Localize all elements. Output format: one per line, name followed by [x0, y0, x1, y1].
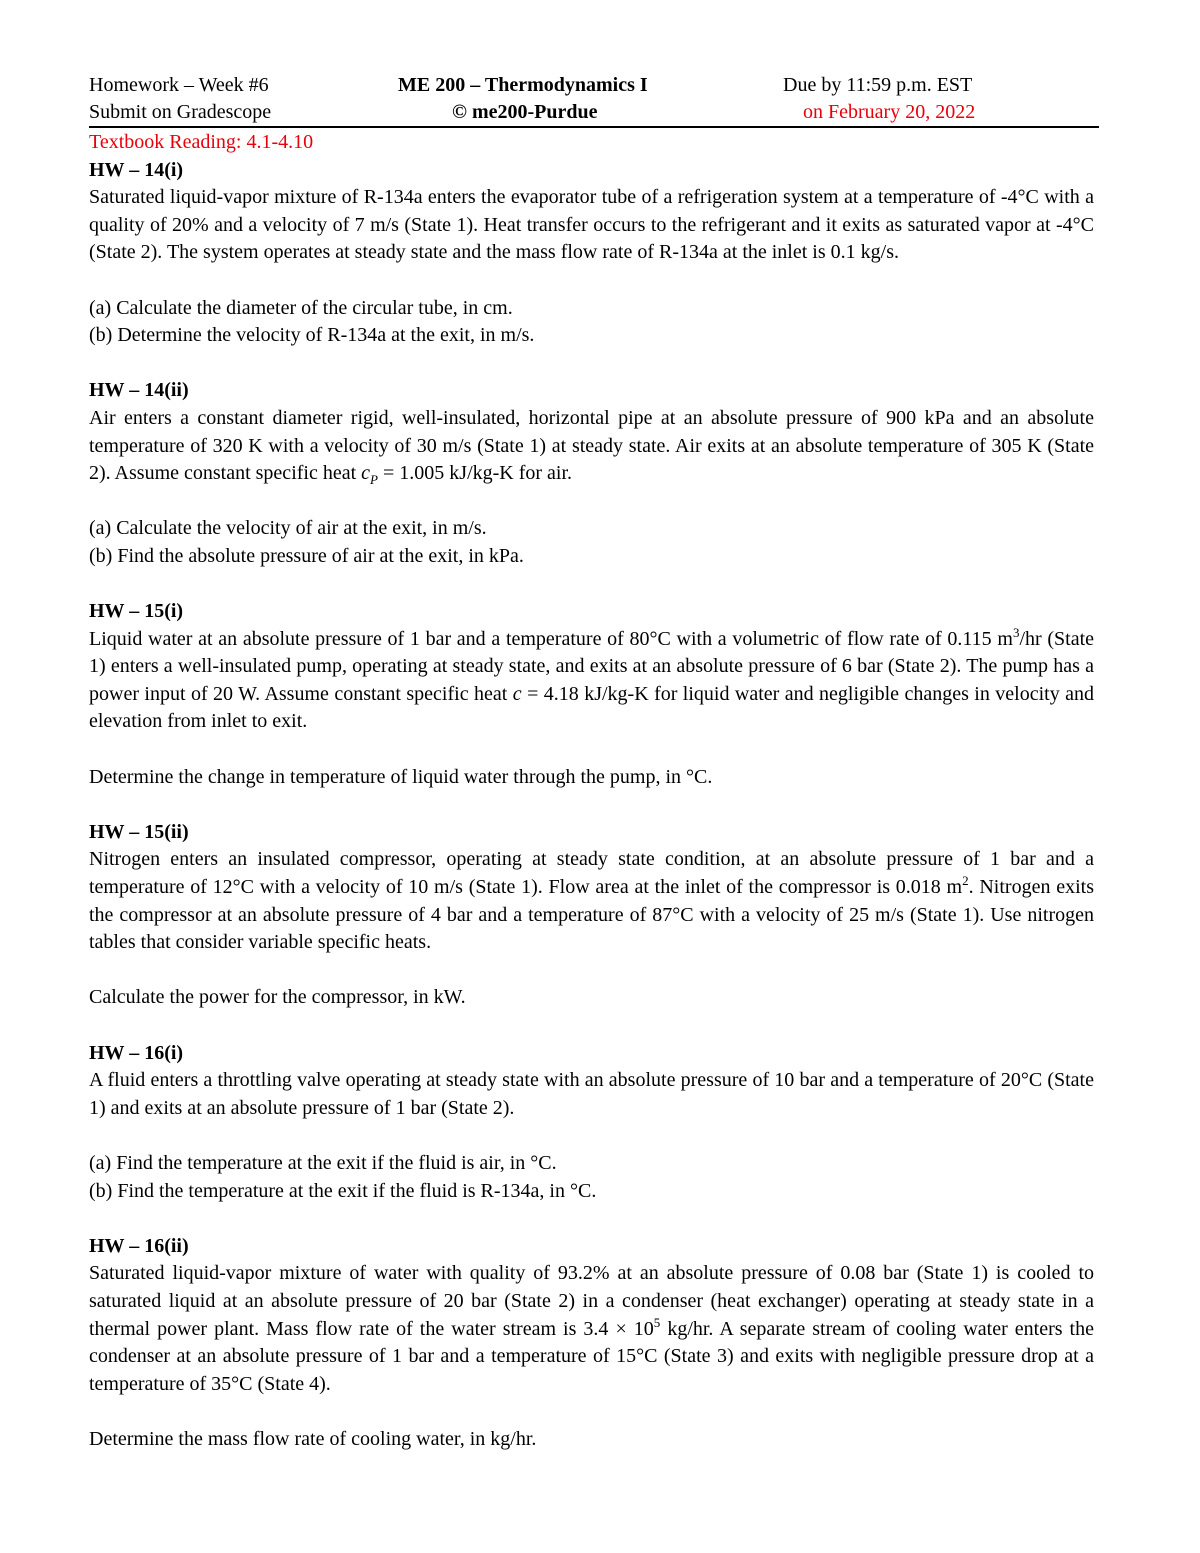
- problem-statement: Nitrogen enters an insulated compressor, operating at steady state condition, at an absolute pressure of 1 bar and a temperature of 12°C with a velocity of 10 m/s (State 1). Flow area at the inlet of the compressor is 0.018 $m^2$. Nitrogen exits the compressor at an absolute pressure of 4 bar and a temperature of 87°C with a velocity of 25 m/s (State 1). Use nitrogen tables that consider variable specific heats.: [89, 848, 1094, 954]
- problem-statement: A fluid enters a throttling valve operating at steady state with an absolute pressure of 10 bar and a temperature of 20°C (State 1) and exits at an absolute pressure of 1 bar (State 2).: [89, 1069, 1094, 1119]
- problem-title: HW – 14(ii): [89, 379, 189, 402]
- problem-statement: Saturated liquid-vapor mixture of water with quality of 93.2% at an absolute pressure of 0.08 bar (State 1) is cooled to saturated liquid at an absolute pressure of 20 bar (State 2) in a condenser (heat exchanger) operating at steady state in a thermal power plant. Mass flow rate of the water stream is $3.4 \times 10^5$ kg/hr. A separate stream of cooling water enters the condenser at an absolute pressure of 1 bar and a temperature of 15°C (State 3) and exits with negligible pressure drop at a temperature of 35°C (State 4).: [89, 1262, 1094, 1395]
- problem-part: (a) Calculate the diameter of the circular tube, in cm.: [89, 296, 513, 319]
- specific-heat-symbol: c: [361, 462, 371, 485]
- problem-title: HW – 15(ii): [89, 820, 189, 843]
- problem-question: Determine the mass flow rate of cooling water, in kg/hr.: [89, 1427, 537, 1450]
- problem-question: Calculate the power for the compressor, in kW.: [89, 986, 466, 1009]
- problem-part: (a) Find the temperature at the exit if the fluid is air, in °C.: [89, 1151, 557, 1174]
- header-right: [783, 72, 975, 126]
- problem-title: HW – 14(i): [89, 158, 184, 181]
- header-rule: [89, 126, 1099, 128]
- header-center: [398, 72, 648, 126]
- problem-part: (b) Find the temperature at the exit if the fluid is R-134a, in °C.: [89, 1179, 597, 1202]
- submit-instruction: Submit on Gradescope: [89, 101, 272, 123]
- problem-question: Determine the change in temperature of liquid water through the pump, in °C.: [89, 765, 713, 788]
- specific-heat-symbol: c: [512, 682, 522, 705]
- document-body: [89, 129, 1094, 1454]
- course-title: ME 200 – Thermodynamics I: [398, 74, 648, 96]
- homework-week-label: Homework – Week #6: [89, 74, 269, 96]
- problem-part: (b) Find the absolute pressure of air at the exit, in kPa.: [89, 544, 524, 567]
- problem-part: (a) Calculate the velocity of air at the exit, in m/s.: [89, 517, 487, 540]
- textbook-reading: Textbook Reading: 4.1-4.10: [89, 131, 314, 153]
- problem-statement: Liquid water at an absolute pressure of 1 bar and a temperature of 80°C with a volumetric of flow rate of 0.115 $m^3/hr$ (State 1) enters a well-insulated pump, operating at steady state, and exits at an absolute pressure of 6 bar (State 2). The pump has a power input of 20 W. Assume constant specific heat c = 4.18 kJ/kg-K for liquid water and negligible changes in velocity and elevation from inlet to exit.: [89, 624, 1094, 733]
- problem-statement: Saturated liquid-vapor mixture of R-134a enters the evaporator tube of a refrigeration system at a temperature of -4°C with a quality of 20% and a velocity of 7 m/s (State 1). Heat transfer occurs to the refrigerant and it exits as saturated vapor at -4°C (State 2). The system operates at steady state and the mass flow rate of R-134a at the inlet is 0.1 kg/s.: [89, 186, 1094, 264]
- due-date: on February 20, 2022: [803, 101, 976, 123]
- problem-statement: Air enters a constant diameter rigid, well-insulated, horizontal pipe at an absolute pressure of 900 kPa and an absolute temperature of 320 K with a velocity of 30 m/s (State 1) at steady state. Air exits at an absolute temperature of 305 K (State 2). Assume constant specific heat $c_P = 1.005$ kJ/kg-K for air.: [89, 406, 1094, 488]
- due-time: Due by 11:59 p.m. EST: [783, 74, 973, 96]
- problem-title: HW – 15(i): [89, 600, 184, 623]
- problem-title: HW – 16(ii): [89, 1234, 189, 1257]
- problem-title: HW – 16(i): [89, 1041, 184, 1064]
- header-left: [89, 72, 271, 126]
- problem-part: (b) Determine the velocity of R-134a at the exit, in m/s.: [89, 324, 535, 347]
- copyright-line: © me200-Purdue: [452, 101, 598, 123]
